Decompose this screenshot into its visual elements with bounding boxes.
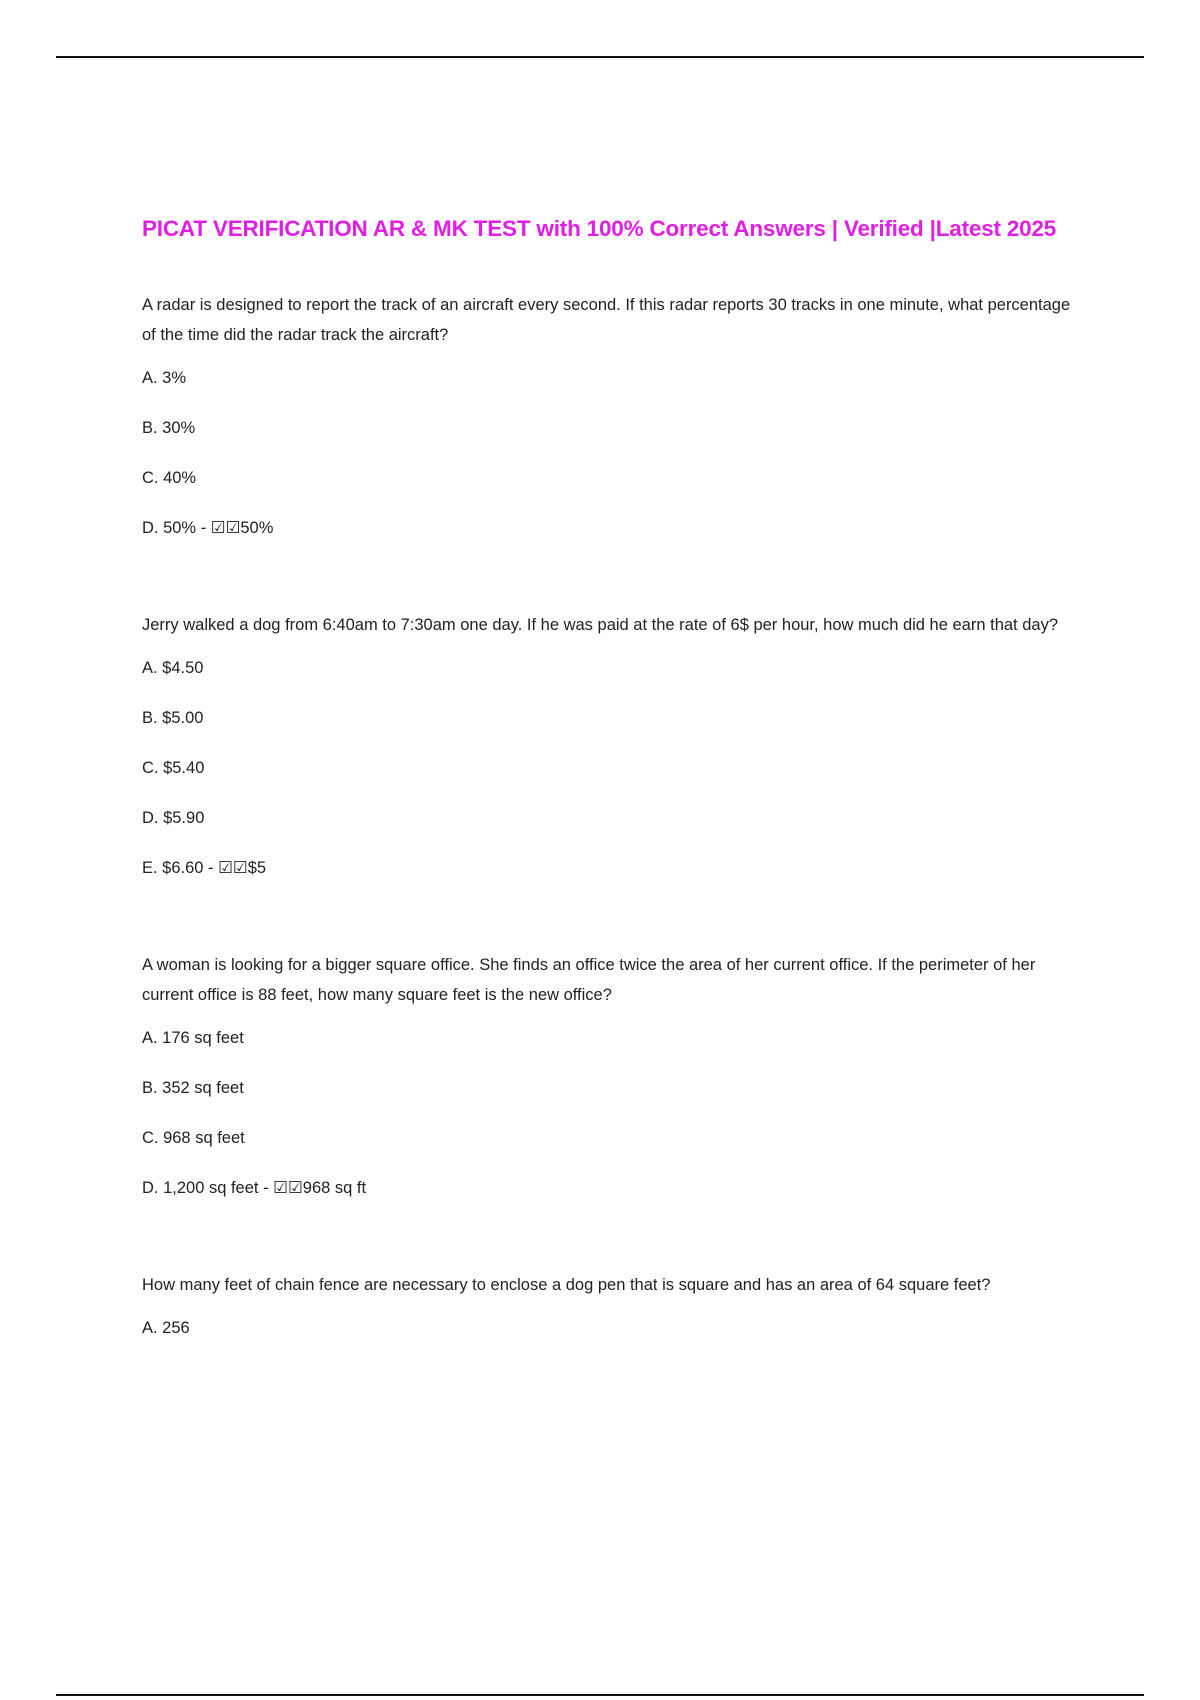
answer-option-with-answer	[142, 1176, 1072, 1200]
question-item	[142, 1270, 1072, 1340]
answer-option	[142, 366, 1072, 390]
option-label: A. 256	[142, 1319, 190, 1337]
answer-option	[142, 806, 1072, 830]
question-list	[142, 290, 1072, 1340]
question-text: A woman is looking for a bigger square office. She finds an office twice the area of her current office. If the perimeter of her current office is 88 feet, how many square feet is the new office?	[142, 956, 1036, 1004]
check-mark-icon: ☑☑	[218, 859, 248, 877]
correct-answer: 50%	[240, 519, 274, 537]
option-label: A. 3%	[142, 369, 187, 387]
correct-answer: $5	[247, 859, 267, 877]
check-mark-icon: ☑☑	[210, 519, 241, 537]
question-item	[142, 290, 1072, 540]
answer-separator: -	[203, 859, 219, 877]
top-rule	[56, 56, 1144, 58]
question-text: A radar is designed to report the track of an aircraft every second. If this radar reports 30 tracks in one minute, what percentage of the time did the radar track the aircraft?	[142, 296, 1071, 344]
option-label: D. $5.90	[142, 809, 205, 827]
question-text: How many feet of chain fence are necessary to enclose a dog pen that is square and has an area of 64 square feet?	[142, 1276, 991, 1294]
answer-option	[142, 656, 1072, 680]
option-label: C. 40%	[142, 469, 197, 487]
answer-option	[142, 1076, 1072, 1100]
option-label: B. 30%	[142, 419, 196, 437]
answer-separator: -	[258, 1179, 274, 1197]
correct-answer: 968 sq ft	[302, 1179, 367, 1197]
answer-option	[142, 416, 1072, 440]
document-content	[142, 212, 1072, 1410]
answer-option	[142, 1316, 1072, 1340]
answer-option	[142, 756, 1072, 780]
option-label: B. 352 sq feet	[142, 1079, 244, 1097]
answer-option	[142, 1126, 1072, 1150]
option-label: C. $5.40	[142, 759, 205, 777]
check-mark-icon: ☑☑	[273, 1179, 303, 1197]
bottom-rule	[56, 1694, 1144, 1696]
answer-option	[142, 466, 1072, 490]
option-label: D. 50%	[142, 519, 197, 537]
document-title: PICAT VERIFICATION AR & MK TEST with 100% Correct Answers | Verified |Latest 2025	[142, 216, 1057, 241]
option-label: A. 176 sq feet	[142, 1029, 244, 1047]
answer-option-with-answer	[142, 856, 1072, 880]
question-item	[142, 610, 1072, 880]
option-label: B. $5.00	[142, 709, 204, 727]
answer-option	[142, 1026, 1072, 1050]
option-label: C. 968 sq feet	[142, 1129, 245, 1147]
option-label: D. 1,200 sq feet	[142, 1179, 259, 1197]
answer-option	[142, 706, 1072, 730]
question-item	[142, 950, 1072, 1200]
answer-separator: -	[196, 519, 211, 537]
option-label: E. $6.60	[142, 859, 204, 877]
option-label: A. $4.50	[142, 659, 204, 677]
question-text: Jerry walked a dog from 6:40am to 7:30am one day. If he was paid at the rate of 6$ per hour, how much did he earn that day?	[142, 616, 1058, 634]
answer-option-with-answer	[142, 516, 1072, 540]
